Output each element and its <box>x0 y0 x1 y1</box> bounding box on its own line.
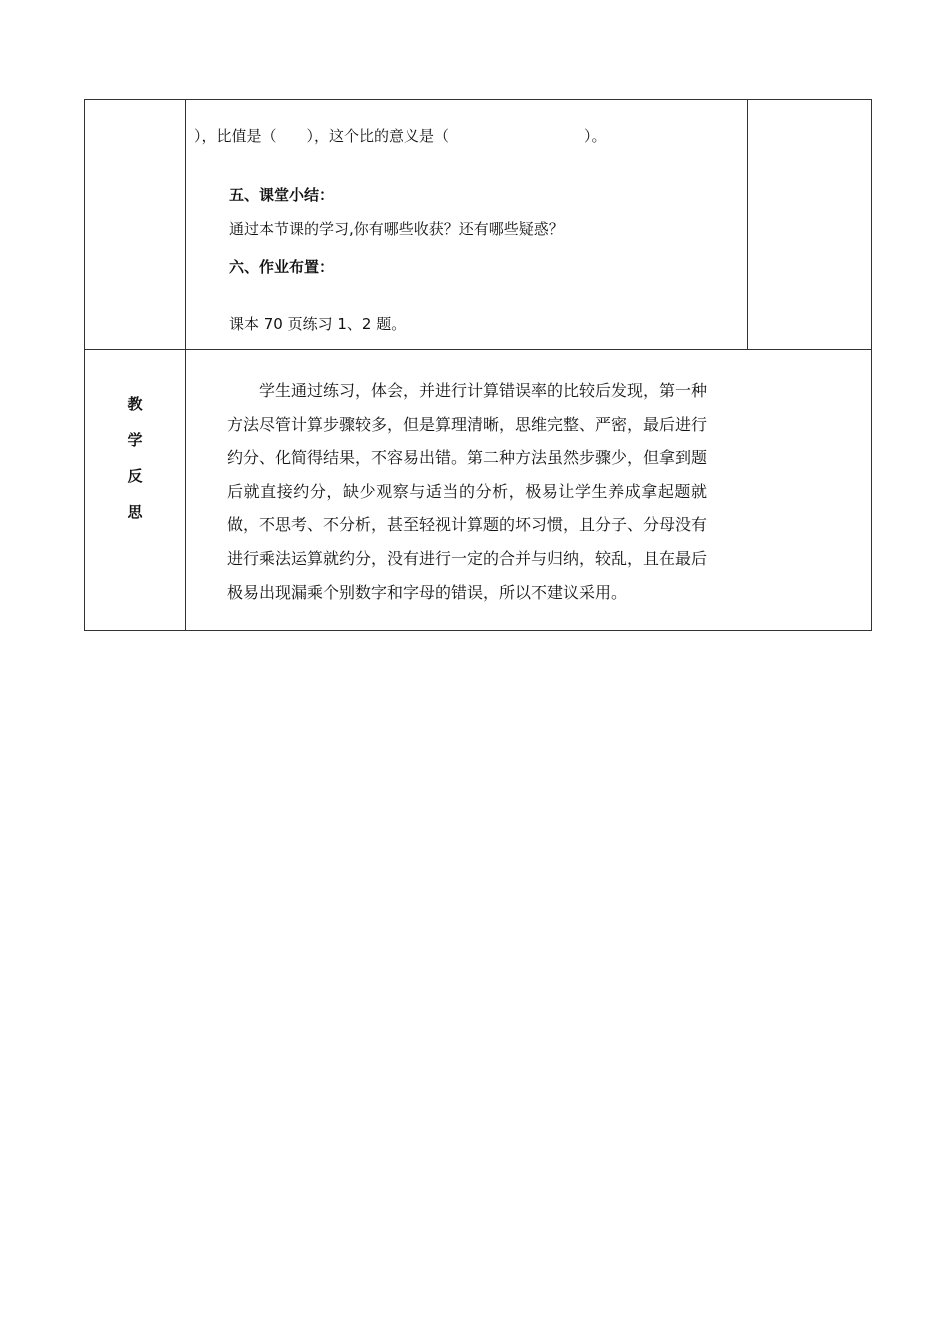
content-cell <box>186 100 748 350</box>
section-6-text: 课本 70 页练习 1、2 题。 <box>229 315 407 333</box>
reflection-label-cell <box>85 350 186 631</box>
label-char: 学 <box>127 431 143 449</box>
label-char: 思 <box>127 503 143 521</box>
fill-in-line: ），比值是（ ），这个比的意义是（ ）。 <box>194 127 607 145</box>
reflection-text: 学生通过练习，体会，并进行计算错误率的比较后发现，第一种方法尽管计算步骤较多，但是算理清晰，思维完整、严密，最后进行约分、化简得结果，不容易出错。第二种方法虽然步骤少，但拿到题后就直接约分，缺少观察与适当的分析，极易让学生养成拿起题就做，不思考、不分析，甚至轻视计算题的坏习惯，且分子、分母没有进行乘法运算就约分，没有进行一定的合并与归纳，较乱，且在最后极易出现漏乘个别数字和字母的错误，所以不建议采用。 <box>227 381 708 602</box>
label-char: 反 <box>127 467 143 485</box>
left-cell-empty <box>85 100 186 350</box>
section-6-heading: 六、作业布置： <box>229 258 335 276</box>
section-5-text: 通过本节课的学习,你有哪些收获？还有哪些疑惑？ <box>229 220 564 238</box>
right-cell-empty <box>748 100 872 350</box>
reflection-label <box>85 394 185 538</box>
label-char: 教 <box>127 395 143 413</box>
lesson-plan-table <box>84 99 872 631</box>
table-row <box>85 100 872 350</box>
section-5-heading: 五、课堂小结： <box>229 186 335 204</box>
reflection-cell <box>186 350 872 631</box>
table-row <box>85 350 872 631</box>
